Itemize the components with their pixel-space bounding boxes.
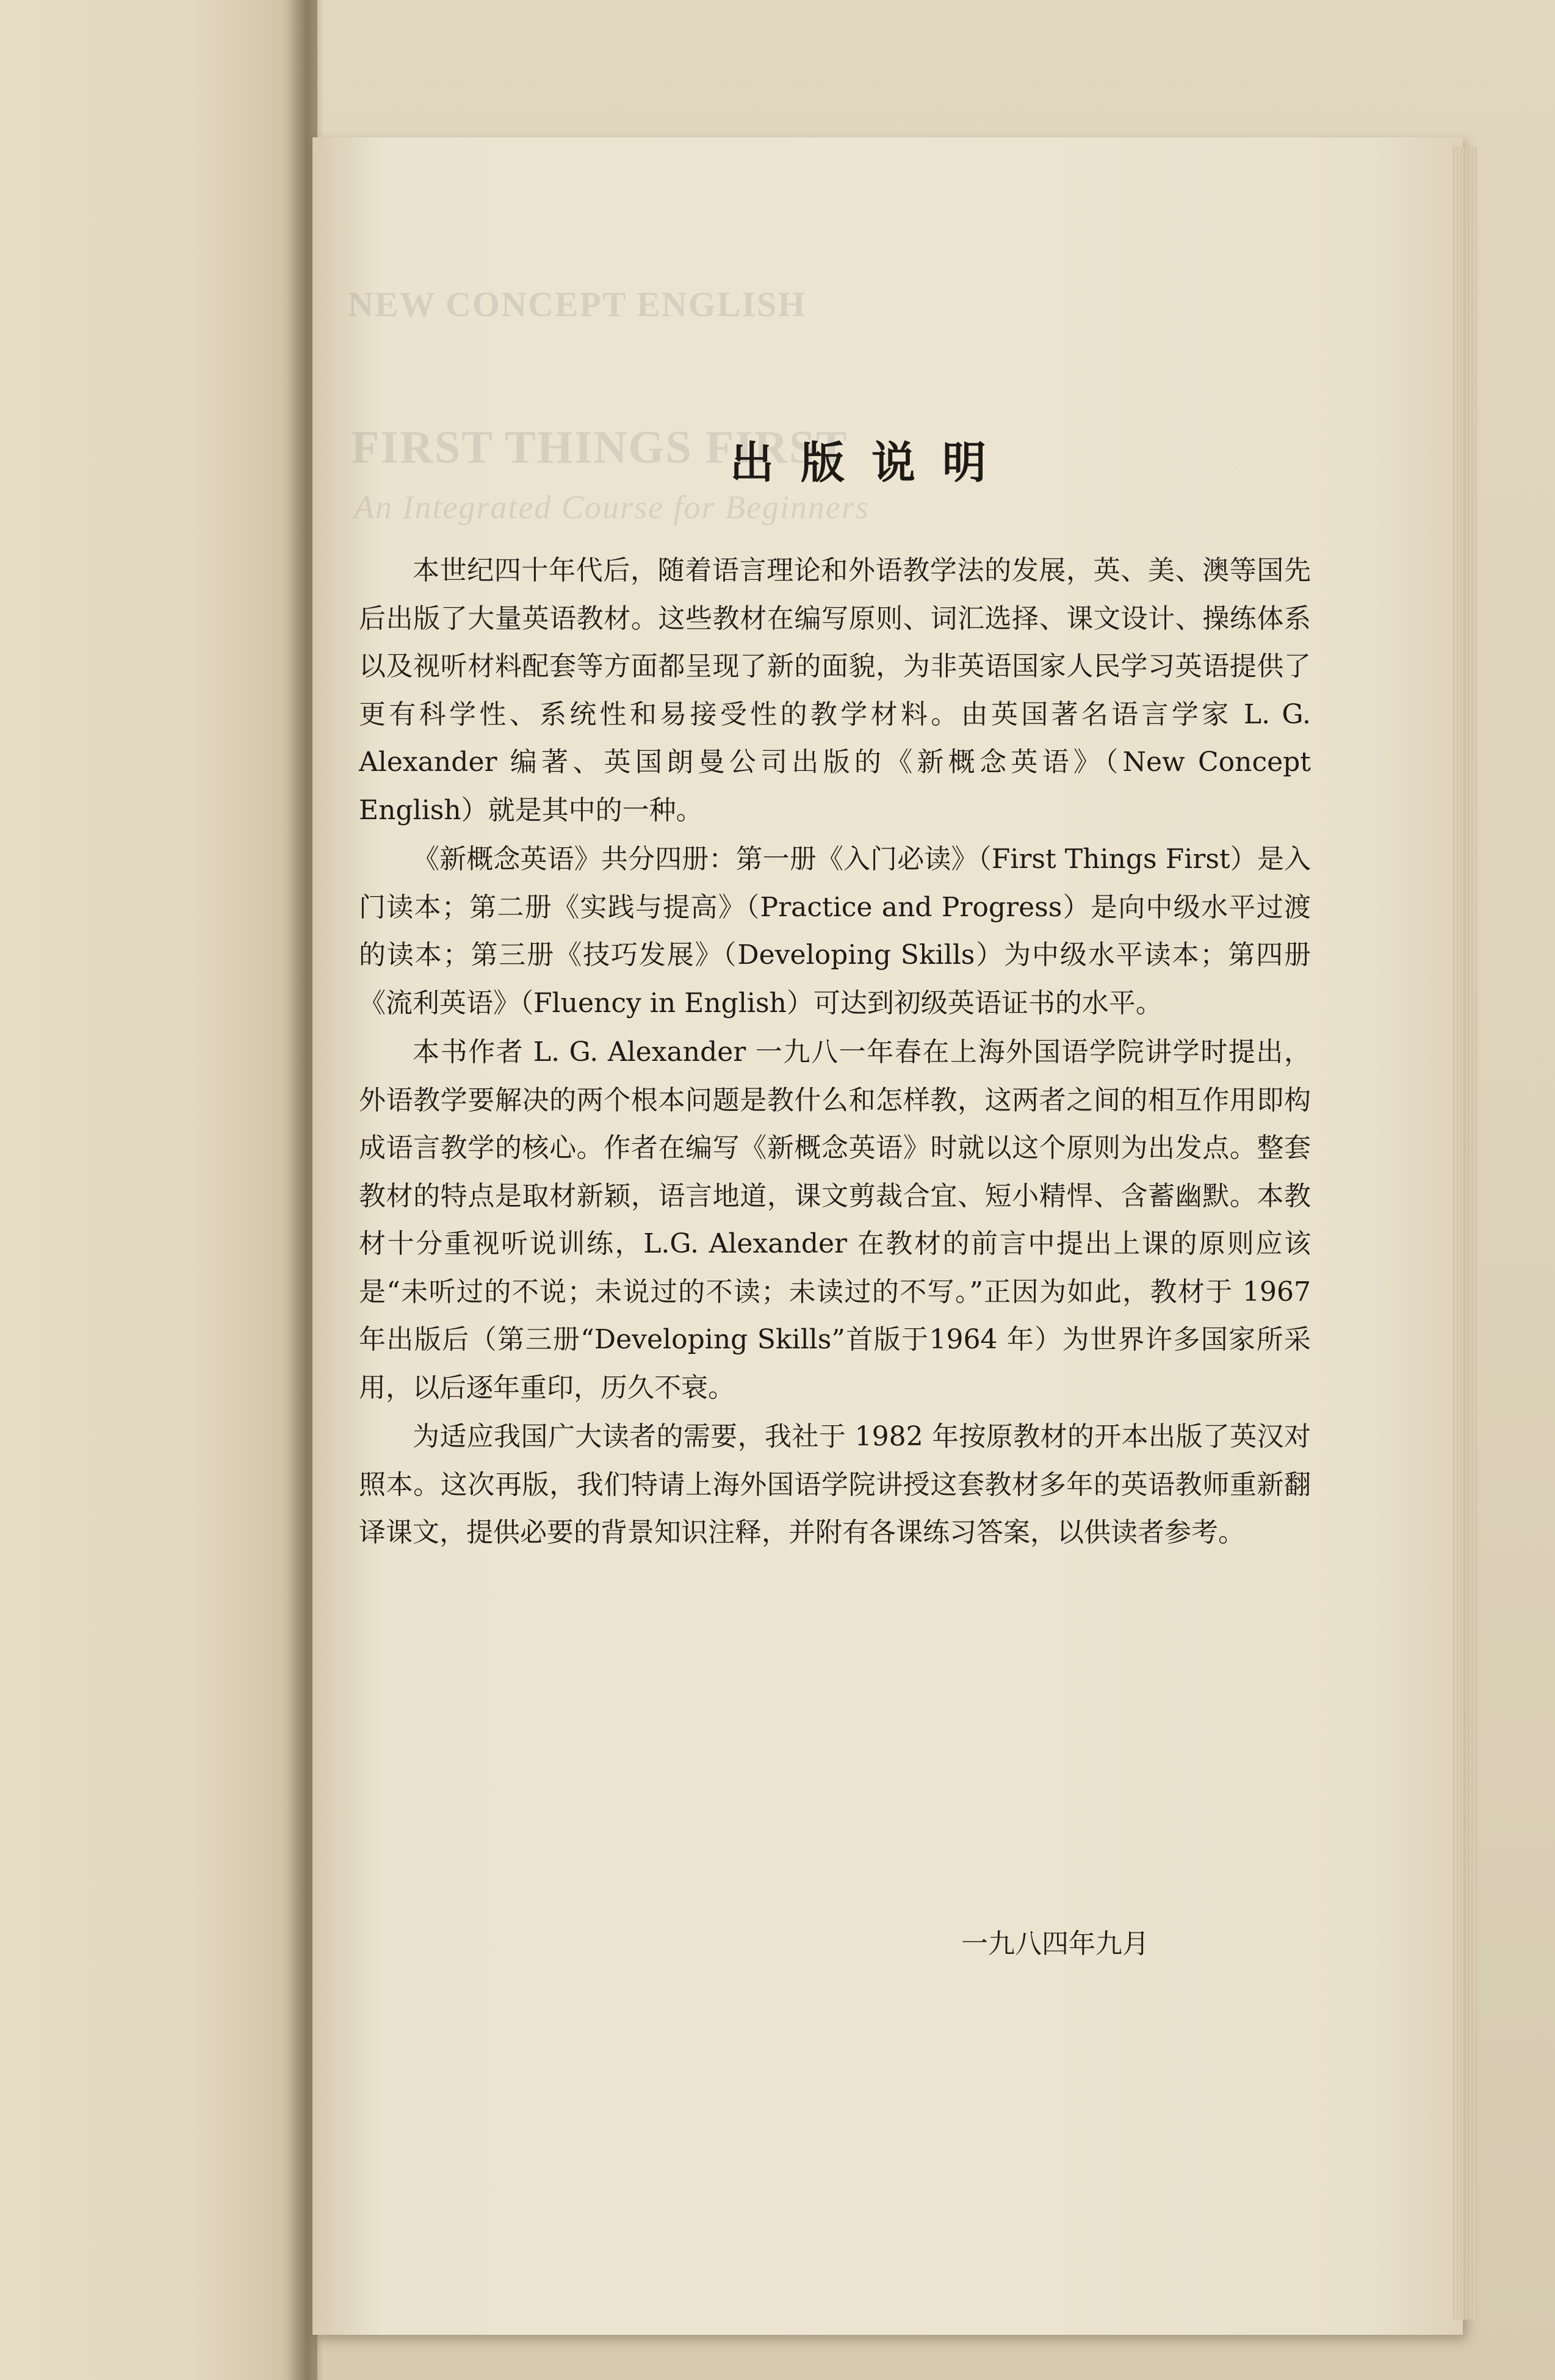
show-through-text: FIRST THINGS FIRST bbox=[351, 422, 848, 473]
page-content bbox=[359, 427, 1311, 1558]
publication-date: 一九八四年九月 bbox=[961, 1928, 1149, 1959]
paragraph-2: 《新概念英语》共分四册：第一册《入门必读》（First Things First）是入门读本；第二册《实践与提高》（Practice and Progress）是向中级水平过渡的读本；第三册《技巧发展》（Developing Skills）为中级水平读本；第四册《流利英语》（Fluency in English）可达到初级英语证书的水平。 bbox=[359, 844, 1311, 1019]
paragraph-3: 本书作者 L. G. Alexander 一九八一年春在上海外国语学院讲学时提出，外语教学要解决的两个根本问题是教什么和怎样教，这两者之间的相互作用即构成语言教学的核心。作者在编写《新概念英语》时就以这个原则为出发点。整套教材的特点是取材新颖，语言地道，课文剪裁合宜、短小精悍、含蓄幽默。本教材十分重视听说训练，L.G. Alexander 在教材的前言中提出上课的原则应该是“未听过的不说；未说过的不读；未读过的不写。”正因为如此，教材于 1967 年出版后（第三册“Developing Skills”首版于1964 年）为世界许多国家所采用，以后逐年重印，历久不衰。 bbox=[359, 1036, 1311, 1403]
show-through-text: NEW CONCEPT ENGLISH bbox=[348, 284, 807, 324]
show-through-text: An Integrated Course for Beginners bbox=[354, 489, 870, 526]
left-facing-page bbox=[0, 0, 317, 2380]
paragraph-1: 本世纪四十年代后，随着语言理论和外语教学法的发展，英、美、澳等国先后出版了大量英语教材。这些教材在编写原则、词汇选择、课文设计、操练体系以及视听材料配套等方面都呈现了新的面貌，为非英语国家人民学习英语提供了更有科学性、系统性和易接受性的教学材料。由英国著名语言学家 L. G. Alexander 编著、英国朗曼公司出版的《新概念英语》（New Concept English）就是其中的一种。 bbox=[359, 555, 1311, 826]
paragraph-4: 为适应我国广大读者的需要，我社于 1982 年按原教材的开本出版了英汉对照本。这次再版，我们特请上海外国语学院讲授这套教材多年的英语教师重新翻译课文，提供必要的背景知识注释，并附有各课练习答案，以供读者参考。 bbox=[359, 1421, 1311, 1548]
page-title: 出版说明 bbox=[729, 437, 1013, 488]
page-edges bbox=[1452, 146, 1477, 2320]
